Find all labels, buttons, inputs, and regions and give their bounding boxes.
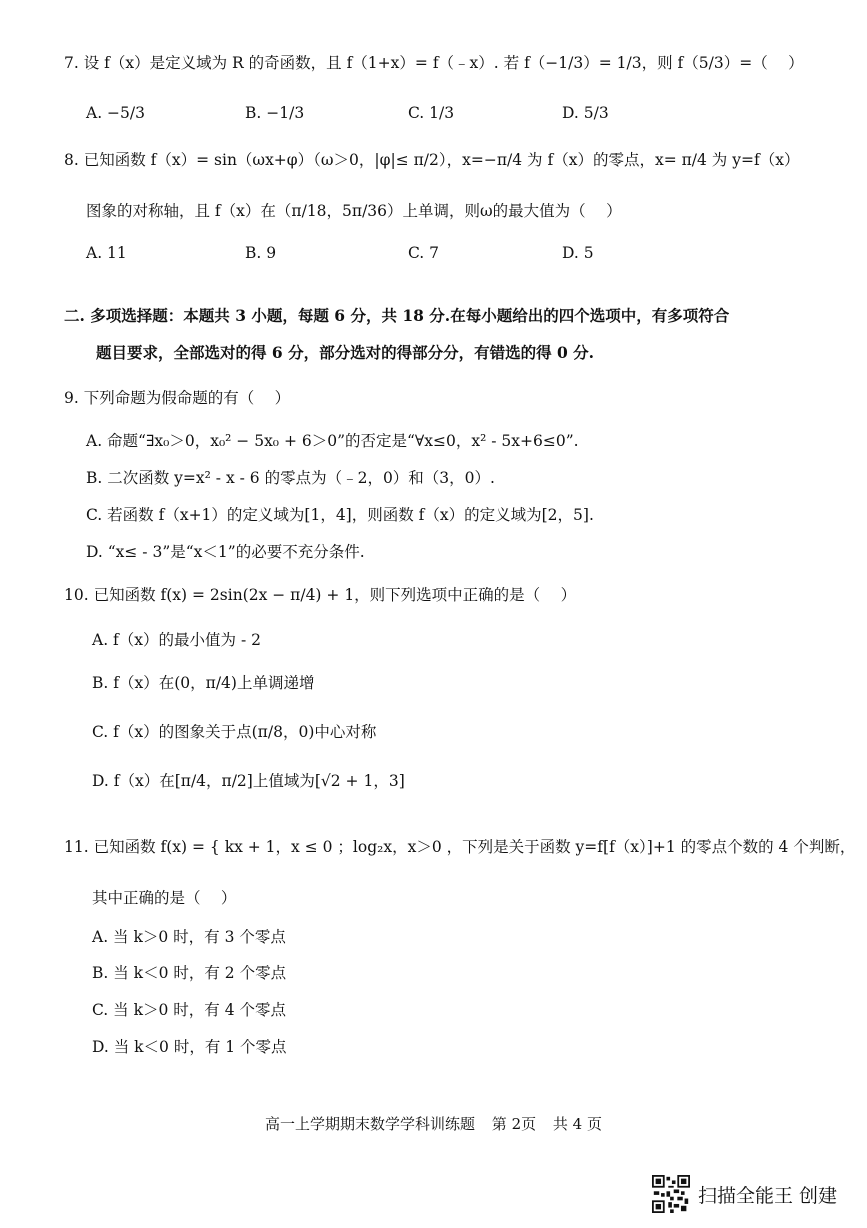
q7-option-c: C. 1/3: [408, 104, 455, 122]
q7-option-d: D. 5/3: [562, 104, 609, 122]
q7-stem: 7. 设 f（x）是定义域为 R 的奇函数，且 f（1+x）= f（﹣x）. 若 f（−1/3）= 1/3，则 f（5/3）=（ ）: [64, 54, 804, 72]
q9-option-c: C. 若函数 f（x+1）的定义域为[1，4]，则函数 f（x）的定义域为[2，5].: [86, 506, 594, 524]
q9-option-b: B. 二次函数 y=x² - x - 6 的零点为（﹣2，0）和（3，0）.: [86, 469, 495, 487]
footer-title: 高一上学期期末数学学科训练题: [265, 1115, 476, 1133]
q8-option-b: B. 9: [245, 244, 277, 262]
q8-option-a: A. 11: [86, 244, 127, 262]
q11-stem-continued: 其中正确的是（ ）: [92, 889, 237, 907]
q11-option-a: A. 当 k＞0 时，有 3 个零点: [92, 928, 286, 946]
q10-option-a: A. f（x）的最小值为 - 2: [92, 631, 261, 649]
q8-stem-line1: 8. 已知函数 f（x）= sin（ωx+φ）（ω＞0，|φ|≤ π/2），x=−π/4 为 f（x）的零点，x= π/4 为 y=f（x）: [64, 151, 800, 169]
q10-option-d: D. f（x）在[π/4，π/2]上值域为[√2 + 1，3]: [92, 772, 405, 790]
q9-option-a: A. 命题“∃x₀＞0，x₀² − 5x₀ + 6＞0”的否定是“∀x≤0，x² - 5x+6≤0”.: [86, 432, 579, 450]
q11-stem: 11. 已知函数 f(x) = { kx + 1，x ≤ 0 ；log₂x，x＞0 ，下列是关于函数 y=f[f（x）]+1 的零点个数的 4 个判断，: [64, 838, 856, 856]
q10-option-c: C. f（x）的图象关于点(π/8，0)中心对称: [92, 723, 377, 741]
section2-heading: 二. 多项选择题：本题共 3 小题，每题 6 分，共 18 分.在每小题给出的四个选项中，有多项符合: [64, 306, 730, 325]
page-footer: [0, 1113, 867, 1134]
q7-option-b: B. −1/3: [245, 104, 305, 122]
q8-option-c: C. 7: [408, 244, 440, 262]
q8-option-d: D. 5: [562, 244, 594, 262]
footer-page-number: 第 2页: [491, 1115, 537, 1133]
q10-option-b: B. f（x）在(0，π/4)上单调递增: [92, 674, 315, 692]
q9-option-d: D. “x≤ - 3”是“x＜1”的必要不充分条件.: [86, 543, 365, 561]
section2-instructions: 题目要求，全部选对的得 6 分，部分选对的得部分分，有错选的得 0 分.: [96, 343, 595, 362]
footer-total-pages: 共 4 页: [552, 1115, 602, 1133]
q11-option-d: D. 当 k＜0 时，有 1 个零点: [92, 1038, 287, 1056]
scanner-watermark: [652, 1175, 837, 1213]
q10-stem: 10. 已知函数 f(x) = 2sin(2x − π/4) + 1，则下列选项中正确的是（ ）: [64, 586, 577, 604]
q9-stem: 9. 下列命题为假命题的有（ ）: [64, 389, 291, 407]
q8-stem-line2: 图象的对称轴，且 f（x）在（π/18，5π/36）上单调，则ω的最大值为（ ）: [86, 202, 622, 220]
qr-code-icon: [652, 1175, 690, 1213]
q11-option-b: B. 当 k＜0 时，有 2 个零点: [92, 964, 287, 982]
q7-option-a: A. −5/3: [86, 104, 145, 122]
q11-option-c: C. 当 k＞0 时，有 4 个零点: [92, 1001, 286, 1019]
watermark-text: 扫描全能王 创建: [698, 1184, 838, 1207]
